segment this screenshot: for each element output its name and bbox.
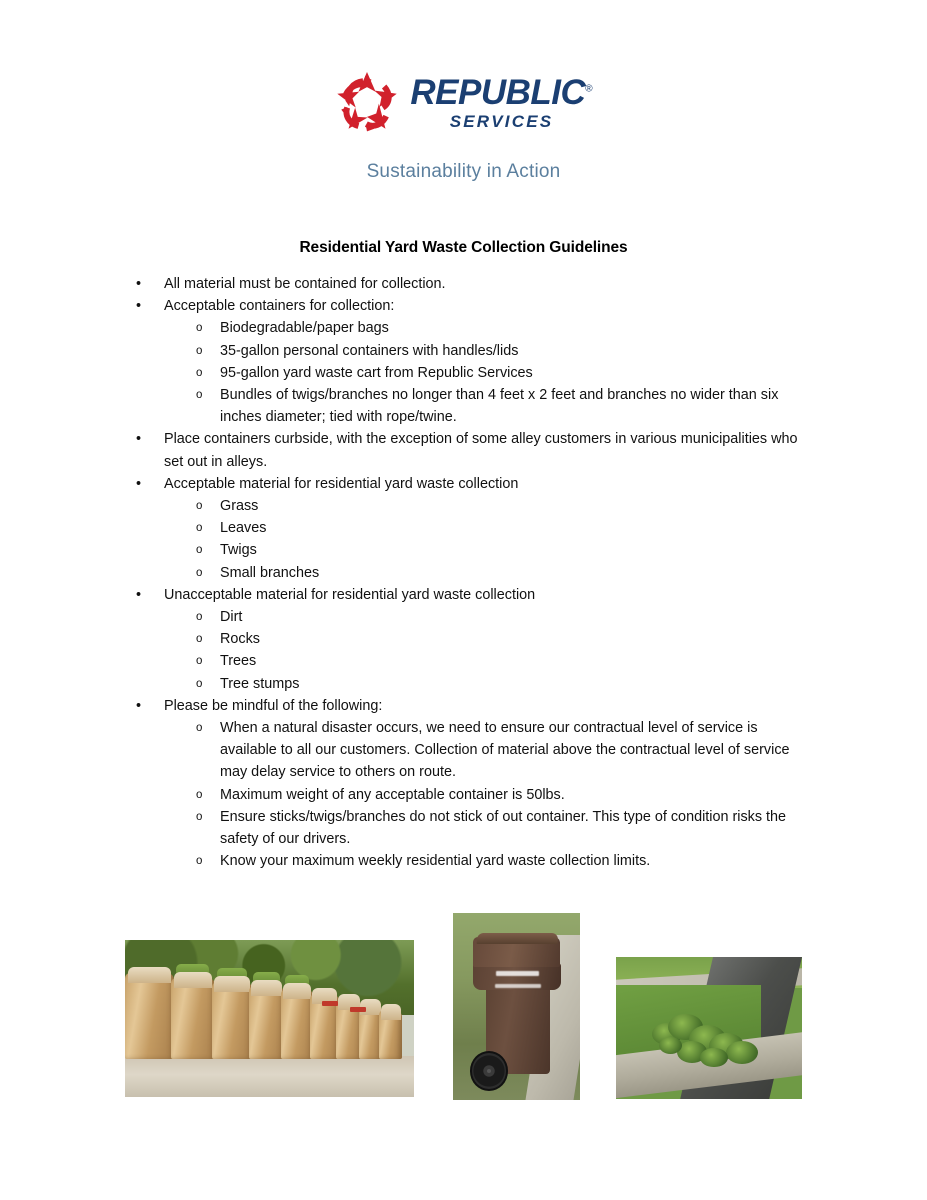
guideline-bullet — [0, 695, 927, 873]
guideline-sub-bullet-text: Ensure sticks/twigs/branches do not stick of out container. This type of condition risks the safety of our drivers. — [220, 808, 787, 848]
paper-bag — [336, 1000, 362, 1060]
guideline-sub-bullet-text: Grass — [220, 498, 259, 515]
bullet-glyph-level1: • — [136, 298, 142, 315]
guideline-bullet — [0, 584, 927, 695]
paper-bag — [171, 978, 214, 1059]
cart-logo-decal-icon — [496, 971, 539, 976]
paper-bag — [125, 973, 174, 1059]
wordmark-services: SERVICES — [449, 111, 554, 131]
guideline-sub-bullet-text: Know your maximum weekly residential yard waste collection limits. — [220, 853, 651, 870]
bullet-glyph-level2: o — [196, 788, 203, 801]
bullet-glyph-level1: • — [136, 431, 142, 448]
paper-bag — [249, 986, 284, 1060]
wordmark-republic: REPUBLIC® — [410, 72, 593, 112]
guideline-sub-bullet-text: Small branches — [220, 564, 320, 581]
guideline-sub-bullet — [164, 850, 800, 872]
guideline-bullet — [0, 473, 927, 584]
paper-yard-waste-bags-photo — [125, 940, 414, 1097]
guideline-sub-bullet — [164, 340, 800, 362]
cart-body — [486, 958, 550, 1074]
concrete-ground — [125, 1056, 414, 1097]
bullet-glyph-level2: o — [196, 633, 203, 646]
bullet-glyph-level1: • — [136, 276, 142, 292]
brush-pile — [649, 1011, 764, 1076]
guideline-sub-bullet — [164, 539, 800, 561]
guideline-sub-bullet-text: Maximum weight of any acceptable container is 50lbs. — [220, 786, 565, 803]
bullet-glyph-level2: o — [196, 655, 203, 668]
bag-row — [125, 971, 414, 1059]
far-grass — [616, 957, 802, 988]
brand-logo-block — [0, 68, 927, 183]
shrub-background — [125, 940, 414, 1015]
bag-tape — [350, 1007, 366, 1012]
guideline-bullet-text: All material must be contained for collection. — [164, 276, 446, 292]
bullet-glyph-level2: o — [196, 389, 203, 402]
bullet-glyph-level1: • — [136, 697, 142, 714]
guideline-bullet-text: Please be mindful of the following: — [164, 697, 383, 714]
cart-phone-decal — [495, 984, 541, 988]
guideline-sub-bullet — [164, 495, 800, 517]
loose-brush-pile-photo — [616, 957, 802, 1099]
lawn — [616, 985, 761, 1073]
bullet-glyph-level2: o — [196, 611, 203, 624]
guideline-sub-bullet-text: Dirt — [220, 609, 243, 626]
paper-bag — [212, 982, 252, 1059]
bullet-glyph-level2: o — [196, 855, 203, 868]
bullet-glyph-level2: o — [196, 366, 203, 379]
brand-tagline: Sustainability in Action — [366, 161, 561, 182]
guideline-sub-bullet — [164, 784, 800, 806]
guideline-bullet — [0, 428, 927, 472]
cart-shoulder — [473, 963, 561, 989]
guideline-sub-list — [164, 317, 800, 428]
republic-services-wordmark — [410, 73, 592, 130]
bullet-glyph-level2: o — [196, 810, 203, 823]
bag-tape — [322, 1001, 338, 1006]
guideline-sub-bullet — [164, 384, 800, 428]
guideline-bullet — [0, 273, 927, 295]
logo-lockup — [334, 68, 592, 134]
guideline-sub-bullet — [164, 806, 800, 850]
bullet-glyph-level2: o — [196, 322, 203, 335]
registered-trademark-icon: ® — [585, 82, 593, 94]
guideline-bullet-text: Unacceptable material for residential yard waste collection — [164, 586, 536, 603]
guideline-bullet-text: Place containers curbside, with the exception of some alley customers in various municipalities who set out in alleys. — [164, 431, 798, 470]
cart-top — [473, 937, 559, 967]
curb — [616, 1032, 802, 1099]
bullet-glyph-level2: o — [196, 544, 203, 557]
guideline-sub-bullet — [164, 517, 800, 539]
guideline-sub-bullet-text: Twigs — [220, 542, 257, 559]
guideline-sub-list — [164, 717, 800, 872]
sidewalk — [524, 935, 580, 1100]
guideline-sub-bullet — [164, 317, 800, 339]
guideline-sub-bullet — [164, 650, 800, 672]
guideline-sub-bullet — [164, 628, 800, 650]
paper-bag — [359, 1005, 382, 1060]
paper-bag — [310, 994, 339, 1059]
paper-bag — [379, 1010, 402, 1059]
guideline-sub-bullet — [164, 606, 800, 628]
guideline-sub-list — [164, 495, 800, 584]
guideline-bullet — [0, 295, 927, 428]
guideline-sub-bullet-text: Trees — [220, 653, 257, 670]
lawn-background — [453, 913, 580, 1100]
bullet-glyph-level2: o — [196, 677, 203, 690]
asphalt-road — [680, 957, 802, 1099]
guideline-sub-bullet — [164, 562, 800, 584]
bullet-glyph-level2: o — [196, 344, 203, 357]
guideline-sub-bullet-text: Bundles of twigs/branches no longer than 4 feet x 2 feet and branches no wider than six inches diameter; tied with rope/twine. — [220, 387, 779, 426]
far-sidewalk — [616, 968, 802, 996]
guideline-sub-bullet — [164, 673, 800, 695]
guideline-sub-bullet-text: Tree stumps — [220, 675, 300, 692]
guideline-bullet-text: Acceptable containers for collection: — [164, 298, 395, 315]
republic-services-star-icon — [334, 68, 400, 134]
bullet-glyph-level1: • — [136, 586, 142, 603]
bullet-glyph-level2: o — [196, 500, 203, 513]
paper-bag — [281, 989, 313, 1059]
cart-lid — [477, 933, 559, 944]
bullet-glyph-level2: o — [196, 722, 203, 735]
guidelines-content — [0, 273, 927, 872]
guideline-sub-bullet-text: Leaves — [220, 520, 267, 537]
page-title: Residential Yard Waste Collection Guidelines — [299, 239, 628, 256]
guideline-sub-bullet-text: Biodegradable/paper bags — [220, 320, 389, 337]
guideline-sub-bullet-text: 95-gallon yard waste cart from Republic Services — [220, 364, 533, 381]
guideline-sub-bullet-text: Rocks — [220, 631, 260, 648]
yard-waste-cart-photo — [453, 913, 580, 1100]
cart-wheel — [470, 1051, 508, 1091]
guideline-sub-bullet — [164, 362, 800, 384]
bullet-glyph-level1: • — [136, 475, 142, 492]
bullet-glyph-level2: o — [196, 522, 203, 535]
bullet-glyph-level2: o — [196, 566, 203, 579]
guideline-sub-list — [164, 606, 800, 695]
guidelines-bullet-list — [0, 273, 927, 872]
guideline-sub-bullet — [164, 717, 800, 784]
guideline-bullet-text: Acceptable material for residential yard waste collection — [164, 475, 519, 492]
guideline-sub-bullet-text: When a natural disaster occurs, we need to ensure our contractual level of service is available to all our customers. Collection of material above the contractual level of service may delay service to others on route. — [220, 720, 790, 781]
guideline-sub-bullet-text: 35-gallon personal containers with handles/lids — [220, 342, 519, 359]
